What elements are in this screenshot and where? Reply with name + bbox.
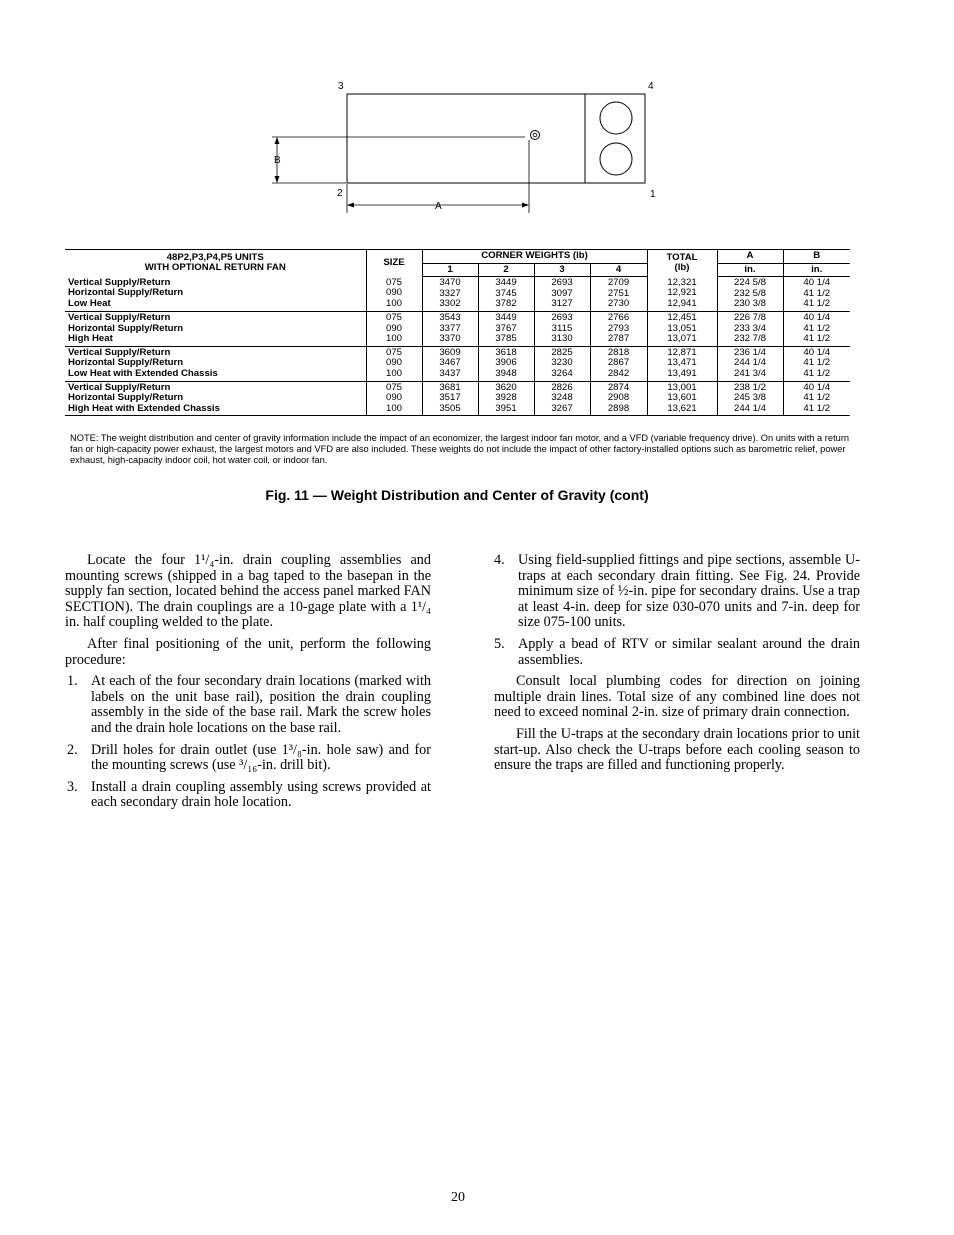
table-cell-b: 40 1/4 41 1/2 41 1/2 <box>783 346 850 381</box>
header-size: SIZE <box>366 250 422 277</box>
table-cell-c3: 2826 3248 3267 <box>534 381 590 416</box>
header-corner-4: 4 <box>590 263 647 277</box>
table-cell-sizes: 075 090 100 <box>366 381 422 416</box>
table-cell-desc: Vertical Supply/Return Horizontal Supply/Return High Heat with Extended Chassis <box>65 381 366 416</box>
header-corner-weights: CORNER WEIGHTS (lb) <box>422 250 647 264</box>
weight-table-body <box>65 277 850 416</box>
header-units: 48P2,P3,P4,P5 UNITS WITH OPTIONAL RETURN FAN <box>65 250 366 277</box>
corner-label-2: 2 <box>337 188 343 199</box>
table-cell-c4: 2766 2793 2787 <box>590 311 647 346</box>
table-cell-c4: 2818 2867 2842 <box>590 346 647 381</box>
table-cell-sizes: 075 090 100 <box>366 277 422 312</box>
table-cell-a: 226 7/8 233 3/4 232 7/8 <box>717 311 783 346</box>
page-number: 20 <box>451 1190 465 1205</box>
list-item: 5. Apply a bead of RTV or similar sealant around the drain assemblies. <box>494 635 860 668</box>
center-of-gravity-diagram <box>260 70 680 230</box>
figure-caption: Fig. 11 — Weight Distribution and Center of Gravity (cont) <box>265 487 649 503</box>
center-of-gravity-marker <box>531 131 540 140</box>
table-cell-c1: 3609 3467 3437 <box>422 346 478 381</box>
fan-circle-lower <box>600 143 632 175</box>
header-b: B <box>783 250 850 264</box>
table-cell-total: 12,321 12,921 12,941 <box>647 277 717 312</box>
table-cell-c4: 2709 2751 2730 <box>590 277 647 312</box>
table-cell-c3: 2693 3097 3127 <box>534 277 590 312</box>
table-cell-total: 12,451 13,051 13,071 <box>647 311 717 346</box>
table-row <box>65 311 850 346</box>
table-cell-desc: Vertical Supply/Return Horizontal Supply/Return Low Heat <box>65 277 366 312</box>
fan-circle-upper <box>600 102 632 134</box>
list-item: 3. Install a drain coupling assembly using screws provided at each secondary drain hole location. <box>67 778 431 811</box>
table-cell-sizes: 075 090 100 <box>366 346 422 381</box>
corner-label-4: 4 <box>648 81 654 92</box>
weight-distribution-table <box>65 249 850 416</box>
header-corner-1: 1 <box>422 263 478 277</box>
table-cell-desc: Vertical Supply/Return Horizontal Supply/Return Low Heat with Extended Chassis <box>65 346 366 381</box>
table-cell-c4: 2874 2908 2898 <box>590 381 647 416</box>
table-cell-c2: 3620 3928 3951 <box>478 381 534 416</box>
dim-b-label: B <box>274 155 281 166</box>
header-total: TOTAL (lb) <box>647 250 717 277</box>
list-item: 2. Drill holes for drain outlet (use 1³/₈-in. hole saw) and for the mounting screws (use ³/₁₆-in. drill bit). <box>67 741 431 774</box>
unit-plan-drawing <box>260 70 680 230</box>
table-row <box>65 346 850 381</box>
paragraph-fill-traps: Fill the U-traps at the secondary drain locations prior to unit start-up. Also check the U-traps before each cooling season to ensure the traps are filled and functioning properly. <box>494 725 860 774</box>
table-cell-c2: 3449 3767 3785 <box>478 311 534 346</box>
paragraph-drain-couplings: Locate the four 1¹/₄-in. drain coupling assemblies and mounting screws (shipped in a bag taped to the basepan in the supply fan section, located behind the access panel marked FAN SECTION). The drain couplings are a 10-gage plate with a 1¹/₄ in. half coupling welded to the plate. <box>65 552 431 631</box>
table-cell-total: 13,001 13,601 13,621 <box>647 381 717 416</box>
table-cell-c2: 3618 3906 3948 <box>478 346 534 381</box>
table-cell-c1: 3681 3517 3505 <box>422 381 478 416</box>
procedure-steps-right <box>494 553 860 668</box>
table-cell-b: 40 1/4 41 1/2 41 1/2 <box>783 381 850 416</box>
list-item: 4. Using field-supplied fittings and pipe sections, assemble U-traps at each secondary drain fitting. See Fig. 24. Provide minimum size of ½-in. pipe for secondary drains. Use a trap at least 4-in. deep for size 030-070 units and 7-in. deep for size 075-100 units. <box>494 552 860 631</box>
table-cell-a: 238 1/2 245 3/8 244 1/4 <box>717 381 783 416</box>
corner-label-3: 3 <box>338 81 344 92</box>
corner-label-1: 1 <box>650 189 656 200</box>
table-cell-a: 236 1/4 244 1/4 241 3/4 <box>717 346 783 381</box>
paragraph-procedure-intro: After final positioning of the unit, perform the following procedure: <box>65 635 431 668</box>
table-cell-c3: 2693 3115 3130 <box>534 311 590 346</box>
table-cell-c2: 3449 3745 3782 <box>478 277 534 312</box>
table-cell-sizes: 075 090 100 <box>366 311 422 346</box>
header-b-unit: in. <box>783 263 850 277</box>
table-cell-c1: 3543 3377 3370 <box>422 311 478 346</box>
table-cell-desc: Vertical Supply/Return Horizontal Supply/Return High Heat <box>65 311 366 346</box>
header-a-unit: in. <box>717 263 783 277</box>
body-column-right <box>494 553 860 780</box>
table-row <box>65 381 850 416</box>
paragraph-plumbing-codes: Consult local plumbing codes for direction on joining multiple drain lines. Total size of any combined line does not need to exceed nominal 2-in. size of primary drain connection. <box>494 673 860 721</box>
table-cell-c3: 2825 3230 3264 <box>534 346 590 381</box>
dim-a-label: A <box>435 201 442 212</box>
list-item: 1. At each of the four secondary drain locations (marked with labels on the unit base rail), position the drain coupling assembly in the side of the base rail. Mark the screw holes and the drain hole locations on the base rail. <box>67 673 431 736</box>
header-a: A <box>717 250 783 264</box>
table-cell-c1: 3470 3327 3302 <box>422 277 478 312</box>
table-row <box>65 277 850 312</box>
unit-outline <box>347 94 645 183</box>
procedure-steps-left <box>65 674 431 811</box>
table-cell-a: 224 5/8 232 5/8 230 3/8 <box>717 277 783 312</box>
table-note: NOTE: The weight distribution and center of gravity information include the impact of an economizer, the largest indoor fan motor, and a VFD (variable frequency drive). On units with a return fan or high-capacity power exhaust, the largest motors and VFD are also included. These weights do not include the impact of other factory-installed options such as barometric relief, power exhaust, high-capacity indoor coil, hot water coil, or indoor fan. <box>70 433 850 465</box>
header-corner-3: 3 <box>534 263 590 277</box>
table-cell-b: 40 1/4 41 1/2 41 1/2 <box>783 277 850 312</box>
header-corner-2: 2 <box>478 263 534 277</box>
table-cell-total: 12,871 13,471 13,491 <box>647 346 717 381</box>
body-column-left <box>65 553 431 817</box>
table-cell-b: 40 1/4 41 1/2 41 1/2 <box>783 311 850 346</box>
